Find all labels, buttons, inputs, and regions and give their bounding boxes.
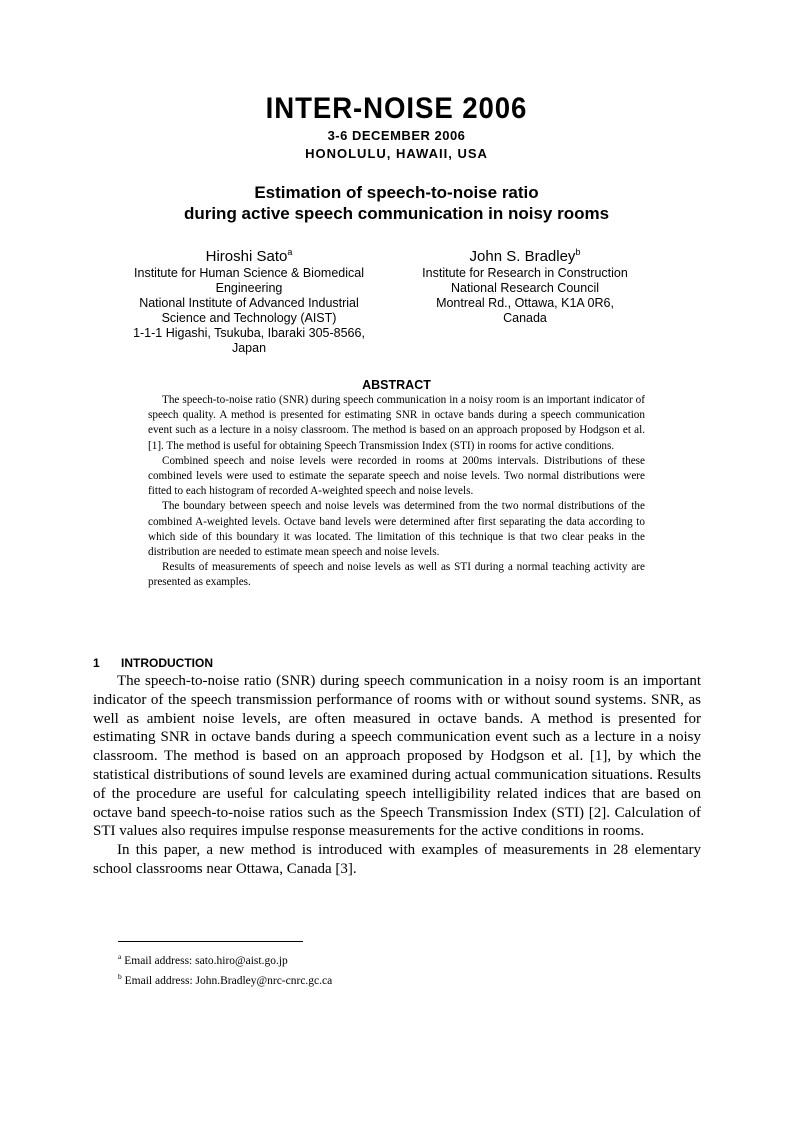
section-title: INTRODUCTION bbox=[121, 656, 213, 670]
author-affiliation-line: Japan bbox=[231, 341, 267, 355]
author-affiliation-line: Engineering bbox=[215, 281, 283, 295]
author-affiliation-line: National Research Council bbox=[451, 281, 599, 295]
body-paragraph: The speech-to-noise ratio (SNR) during speech communication in a noisy room is an important indicator of the speech transmission performance of rooms with or without sound systems. SNR, as well as ambient noise levels, are often measured in octave bands. A method is presented for estimating SNR in octave bands during a speech communication event such as a lecture in a noisy classroom. The method is based on an approach proposed by Hodgson et al. [1], by which the statistical distributions of sound levels are examined during actual communication situations. Results of the procedure are useful for calculating speech intelligibility related indices that are based on octave band speech-to-noise ratios such as the Speech Transmission Index (STI) [2]. Calculation of STI values also requires impulse response measurements for the active conditions in rooms. bbox=[93, 673, 701, 840]
section-heading bbox=[93, 656, 213, 670]
footnotes bbox=[118, 949, 332, 990]
footnote-divider bbox=[118, 941, 303, 942]
author-affiliation-line: Canada bbox=[503, 311, 547, 325]
author-name: John S. Bradley$^b$ bbox=[469, 247, 581, 265]
body-paragraph: In this paper, a new method is introduced with examples of measurements in 28 elementary school classrooms near Ottawa, Canada [3]. bbox=[93, 842, 701, 877]
author-block-a bbox=[118, 243, 380, 356]
abstract-paragraph: Combined speech and noise levels were recorded in rooms at 200ms intervals. Distributions of these combined levels were used to estimate the separate speech and noise levels. Two normal distributions were fitted to each histogram of recorded A-weighted speech and noise levels. bbox=[148, 454, 645, 498]
author-affiliation-line: 1-1-1 Higashi, Tsukuba, Ibaraki 305-8566, bbox=[133, 326, 365, 340]
abstract-heading: ABSTRACT bbox=[362, 378, 431, 392]
author-name: Hiroshi Sato$^a$ bbox=[205, 247, 293, 265]
author-block-b bbox=[405, 243, 645, 326]
paper-title bbox=[0, 182, 793, 224]
abstract-paragraph: Results of measurements of speech and noise levels as well as STI during a normal teaching activity are presented as examples. bbox=[148, 561, 645, 589]
paper-title-line-2: during active speech communication in noisy rooms bbox=[183, 204, 610, 223]
author-affiliation-line: Institute for Research in Construction bbox=[422, 266, 628, 280]
section-number: 1 bbox=[93, 656, 100, 670]
author-footnote-mark: a bbox=[287, 247, 293, 257]
section-body bbox=[93, 672, 701, 879]
conference-dates: 3-6 DECEMBER 2006 bbox=[327, 128, 466, 143]
author-affiliation-line: Montreal Rd., Ottawa, K1A 0R6, bbox=[436, 296, 614, 310]
conference-location: HONOLULU, HAWAII, USA bbox=[305, 146, 488, 161]
paper-title-line-1: Estimation of speech-to-noise ratio bbox=[254, 183, 539, 202]
author-affiliation-line: National Institute of Advanced Industrial bbox=[139, 296, 359, 310]
footnote: $^a$ Email address: sato.hiro@aist.go.jp bbox=[118, 952, 288, 967]
author-affiliation-line: Institute for Human Science & Biomedical bbox=[134, 266, 364, 280]
abstract-body bbox=[148, 393, 645, 591]
author-footnote-mark: b bbox=[575, 247, 581, 257]
footnote: $^b$ Email address: John.Bradley@nrc-cnrc.gc.ca bbox=[118, 972, 333, 988]
conference-name: INTER-NOISE 2006 bbox=[265, 92, 528, 125]
abstract-paragraph: The speech-to-noise ratio (SNR) during speech communication in a noisy room is an important indicator of speech quality. A method is presented for estimating SNR in octave bands during a speech communication event such as a lecture in a noisy classroom. The method is based on an approach proposed by Hodgson et al. [1]. The method is useful for obtaining Speech Transmission Index (STI) in rooms for active conditions. bbox=[148, 394, 645, 452]
abstract-paragraph: The boundary between speech and noise levels was determined from the two normal distributions of the combined A-weighted levels. Octave band levels were determined after first separating the data according to which side of this boundary it was located. The limitation of this technique is that two clear peaks in the distribution are needed to estimate mean speech and noise levels. bbox=[148, 500, 645, 559]
author-affiliation-line: Science and Technology (AIST) bbox=[161, 311, 337, 325]
